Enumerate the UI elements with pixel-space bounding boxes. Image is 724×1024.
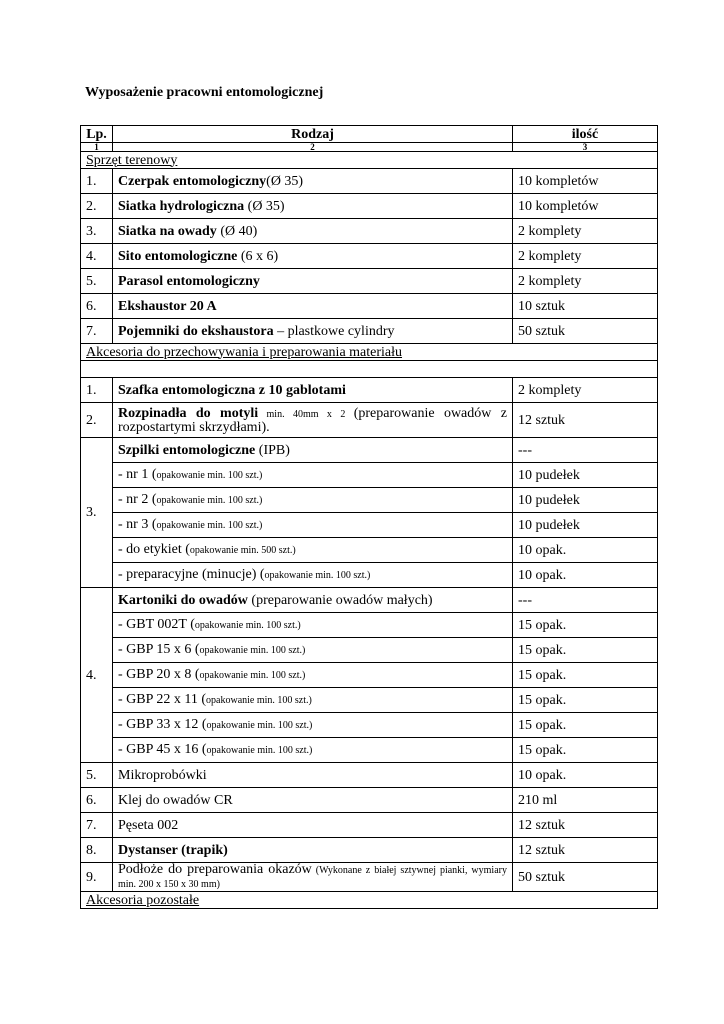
item-description	[113, 169, 513, 194]
quantity-text: 15 opak.	[518, 692, 567, 708]
item-description	[113, 403, 513, 438]
sub-item-row	[81, 513, 658, 538]
item-name: Pęseta 002	[118, 817, 179, 833]
item-description	[113, 788, 513, 813]
packaging-note: opakowanie min. 100 szt.)	[206, 695, 312, 706]
group-head-row	[81, 438, 658, 463]
section-akcesoria-pozostale: Akcesoria pozostałe	[81, 892, 658, 909]
item-name: Szafka entomologiczna z 10 gablotami	[118, 382, 346, 398]
item-quantity	[513, 169, 658, 194]
header-row	[81, 126, 658, 143]
item-quantity	[513, 813, 658, 838]
sub-item-name: - nr 2 (	[118, 492, 157, 507]
item-quantity	[513, 403, 658, 438]
item-quantity	[513, 738, 658, 763]
quantity-text: 10 pudełek	[518, 467, 580, 483]
item-quantity	[513, 463, 658, 488]
item-description	[113, 763, 513, 788]
quantity-text: 12 sztuk	[518, 817, 566, 833]
column-number-row	[81, 143, 658, 152]
item-description	[113, 863, 513, 892]
item-description	[113, 813, 513, 838]
row-number-text: 7.	[86, 323, 97, 339]
sub-item-description	[113, 613, 513, 638]
quantity-text: 2 komplety	[518, 223, 582, 239]
sub-item-row	[81, 613, 658, 638]
quantity-text: 15 opak.	[518, 617, 567, 633]
item-quantity	[513, 194, 658, 219]
blank-row	[81, 361, 658, 378]
row-number	[81, 788, 113, 813]
item-description	[113, 294, 513, 319]
item-quantity	[513, 713, 658, 738]
quantity-text: 210 ml	[518, 792, 558, 808]
table-row	[81, 194, 658, 219]
sub-item-name: - GBP 33 x 12 (	[118, 717, 207, 732]
row-number	[81, 403, 113, 438]
item-quantity	[513, 244, 658, 269]
table-row	[81, 169, 658, 194]
section-akcesoria-przechowywania: Akcesoria do przechowywania i preparowania materiału	[81, 344, 658, 361]
row-number	[81, 319, 113, 344]
item-name: Parasol entomologiczny	[118, 273, 260, 289]
quantity-text: 15 opak.	[518, 742, 567, 758]
sub-item-row	[81, 463, 658, 488]
sub-item-description	[113, 513, 513, 538]
row-number	[81, 219, 113, 244]
item-name: Czerpak entomologiczny	[118, 173, 267, 189]
quantity-text: 50 sztuk	[518, 323, 566, 339]
header-ilosc: ilość	[513, 126, 658, 143]
row-number-text: 5.	[86, 767, 97, 783]
row-number	[81, 269, 113, 294]
row-number-text: 5.	[86, 273, 97, 289]
sub-item-description	[113, 538, 513, 563]
row-number-text: 4.	[86, 248, 97, 264]
quantity-text: 15 opak.	[518, 667, 567, 683]
row-number	[81, 813, 113, 838]
packaging-note: opakowanie min. 100 szt.)	[156, 520, 263, 531]
item-name: Podłoże do preparowania okazów	[118, 862, 312, 877]
item-quantity	[513, 663, 658, 688]
sub-item-name: - GBT 002T (	[118, 617, 195, 632]
item-details: – plastkowe cylindry	[273, 323, 395, 339]
sub-item-name: - GBP 45 x 16 (	[118, 742, 207, 757]
table-row	[81, 244, 658, 269]
item-description	[113, 588, 513, 613]
quantity-text: 10 kompletów	[518, 198, 599, 214]
row-number-text: 8.	[86, 842, 97, 858]
header-lp: Lp.	[81, 126, 113, 143]
quantity-text: 2 komplety	[518, 248, 582, 264]
sub-item-description	[113, 463, 513, 488]
quantity-text: 10 kompletów	[518, 173, 599, 189]
item-details: (Ø 40)	[216, 223, 258, 239]
item-description	[113, 438, 513, 463]
item-description	[113, 838, 513, 863]
item-name: Siatka hydrologiczna	[118, 198, 245, 214]
group-head-row	[81, 588, 658, 613]
row-number-text: 4.	[86, 667, 97, 683]
sub-item-row	[81, 713, 658, 738]
table-row	[81, 378, 658, 403]
header-rodzaj: Rodzaj	[113, 126, 513, 143]
table-row	[81, 838, 658, 863]
packaging-note: opakowanie min. 100 szt.)	[264, 570, 371, 581]
item-size: min. 40mm x 2	[258, 408, 354, 420]
quantity-text: 2 komplety	[518, 273, 582, 289]
item-name: Kartoniki do owadów	[118, 592, 248, 608]
column-number-2: 2	[113, 143, 513, 152]
row-number	[81, 863, 113, 892]
item-quantity	[513, 513, 658, 538]
item-details: (preparowanie owadów z rozpostartymi skrzydłami).	[118, 405, 507, 435]
packaging-note: opakowanie min. 100 szt.)	[194, 620, 301, 631]
item-description	[113, 378, 513, 403]
row-number-text: 2.	[86, 198, 97, 214]
sub-item-description	[113, 713, 513, 738]
sub-item-name: - GBP 15 x 6 (	[118, 642, 200, 657]
table-row	[81, 403, 658, 438]
sub-item-row	[81, 663, 658, 688]
row-number	[81, 438, 113, 588]
packaging-note: opakowanie min. 500 szt.)	[189, 545, 296, 556]
item-details: (Ø 35)	[266, 173, 304, 189]
sub-item-row	[81, 638, 658, 663]
item-quantity	[513, 613, 658, 638]
sub-item-row	[81, 538, 658, 563]
sub-item-description	[113, 488, 513, 513]
item-quantity	[513, 763, 658, 788]
item-quantity	[513, 219, 658, 244]
column-number-1: 1	[81, 143, 113, 152]
item-quantity	[513, 319, 658, 344]
item-details: (IPB)	[255, 442, 290, 458]
sub-item-name: - GBP 22 x 11 (	[118, 692, 207, 707]
item-description	[113, 269, 513, 294]
row-number	[81, 244, 113, 269]
item-details: (Wykonane z białej sztywnej pianki, wymiary min. 200 x 150 x 30 mm)	[118, 865, 507, 890]
item-details: (Ø 35)	[244, 198, 285, 214]
item-quantity	[513, 588, 658, 613]
item-details: (6 x 6)	[237, 248, 279, 264]
table-row	[81, 788, 658, 813]
row-number-text: 2.	[86, 412, 97, 428]
row-number-text: 9.	[86, 869, 97, 885]
item-name: Siatka na owady	[118, 223, 217, 239]
column-number-3: 3	[513, 143, 658, 152]
item-description	[113, 194, 513, 219]
item-quantity	[513, 269, 658, 294]
sub-item-row	[81, 738, 658, 763]
sub-item-name: - nr 3 (	[118, 517, 157, 532]
table-row	[81, 294, 658, 319]
item-name: Ekshaustor 20 A	[118, 298, 217, 314]
section-row	[81, 892, 658, 909]
item-details: (preparowanie owadów małych)	[247, 592, 433, 608]
section-sprzet-terenowy: Sprzęt terenowy	[81, 152, 658, 169]
table-row	[81, 813, 658, 838]
packaging-note: opakowanie min. 100 szt.)	[199, 670, 306, 681]
sub-item-description	[113, 663, 513, 688]
quantity-text: ---	[518, 592, 532, 608]
equipment-table	[80, 125, 658, 909]
row-number-text: 3.	[86, 505, 97, 520]
row-number	[81, 294, 113, 319]
item-quantity	[513, 688, 658, 713]
table-row	[81, 269, 658, 294]
item-name: Pojemniki do ekshaustora	[118, 323, 274, 339]
quantity-text: 10 pudełek	[518, 517, 580, 533]
row-number	[81, 588, 113, 763]
item-quantity	[513, 538, 658, 563]
quantity-text: 10 opak.	[518, 767, 567, 783]
item-quantity	[513, 563, 658, 588]
quantity-text: 10 pudełek	[518, 492, 580, 508]
quantity-text: 10 sztuk	[518, 298, 566, 314]
row-number-text: 7.	[86, 817, 97, 833]
item-quantity	[513, 378, 658, 403]
document-title: Wyposażenie pracowni entomologicznej	[85, 85, 324, 100]
section-row	[81, 152, 658, 169]
quantity-text: 10 opak.	[518, 542, 567, 558]
item-quantity	[513, 294, 658, 319]
table-row	[81, 319, 658, 344]
sub-item-name: - preparacyjne (minucje) (	[118, 567, 265, 582]
row-number-text: 1.	[86, 382, 97, 398]
table-row	[81, 763, 658, 788]
sub-item-row	[81, 563, 658, 588]
quantity-text: ---	[518, 442, 532, 458]
item-quantity	[513, 488, 658, 513]
blank-cell	[81, 361, 658, 378]
item-quantity	[513, 638, 658, 663]
row-number-text: 6.	[86, 298, 97, 314]
item-quantity	[513, 838, 658, 863]
row-number-text: 6.	[86, 792, 97, 808]
sub-item-row	[81, 488, 658, 513]
sub-item-description	[113, 688, 513, 713]
table-row	[81, 863, 658, 892]
item-quantity	[513, 788, 658, 813]
quantity-text: 10 opak.	[518, 567, 567, 583]
quantity-text: 50 sztuk	[518, 869, 566, 885]
sub-item-description	[113, 638, 513, 663]
sub-item-name: - nr 1 (	[118, 467, 157, 482]
item-description	[113, 244, 513, 269]
quantity-text: 12 sztuk	[518, 842, 566, 858]
item-name: Sito entomologiczne	[118, 248, 238, 264]
row-number	[81, 838, 113, 863]
sub-item-description	[113, 738, 513, 763]
item-name: Klej do owadów CR	[118, 792, 233, 808]
row-number	[81, 378, 113, 403]
packaging-note: opakowanie min. 100 szt.)	[206, 720, 313, 731]
item-name: Szpilki entomologiczne	[118, 442, 256, 458]
item-name: Rozpinadła do motyli	[118, 405, 259, 421]
packaging-note: opakowanie min. 100 szt.)	[199, 645, 306, 656]
row-number-text: 1.	[86, 173, 97, 189]
quantity-text: 12 sztuk	[518, 412, 566, 428]
quantity-text: 2 komplety	[518, 382, 582, 398]
sub-item-name: - do etykiet (	[118, 542, 190, 557]
item-name: Dystanser (trapik)	[118, 842, 228, 858]
row-number	[81, 194, 113, 219]
item-name: Mikroprobówki	[118, 767, 207, 783]
sub-item-name: - GBP 20 x 8 (	[118, 667, 200, 682]
section-row	[81, 344, 658, 361]
packaging-note: opakowanie min. 100 szt.)	[156, 470, 263, 481]
sub-item-description	[113, 563, 513, 588]
sub-item-row	[81, 688, 658, 713]
row-number	[81, 763, 113, 788]
item-quantity	[513, 438, 658, 463]
item-quantity	[513, 863, 658, 892]
row-number	[81, 169, 113, 194]
quantity-text: 15 opak.	[518, 717, 567, 733]
table-row	[81, 219, 658, 244]
item-description	[113, 219, 513, 244]
packaging-note: opakowanie min. 100 szt.)	[156, 495, 263, 506]
quantity-text: 15 opak.	[518, 642, 567, 658]
row-number-text: 3.	[86, 223, 97, 239]
packaging-note: opakowanie min. 100 szt.)	[206, 745, 313, 756]
item-description	[113, 319, 513, 344]
